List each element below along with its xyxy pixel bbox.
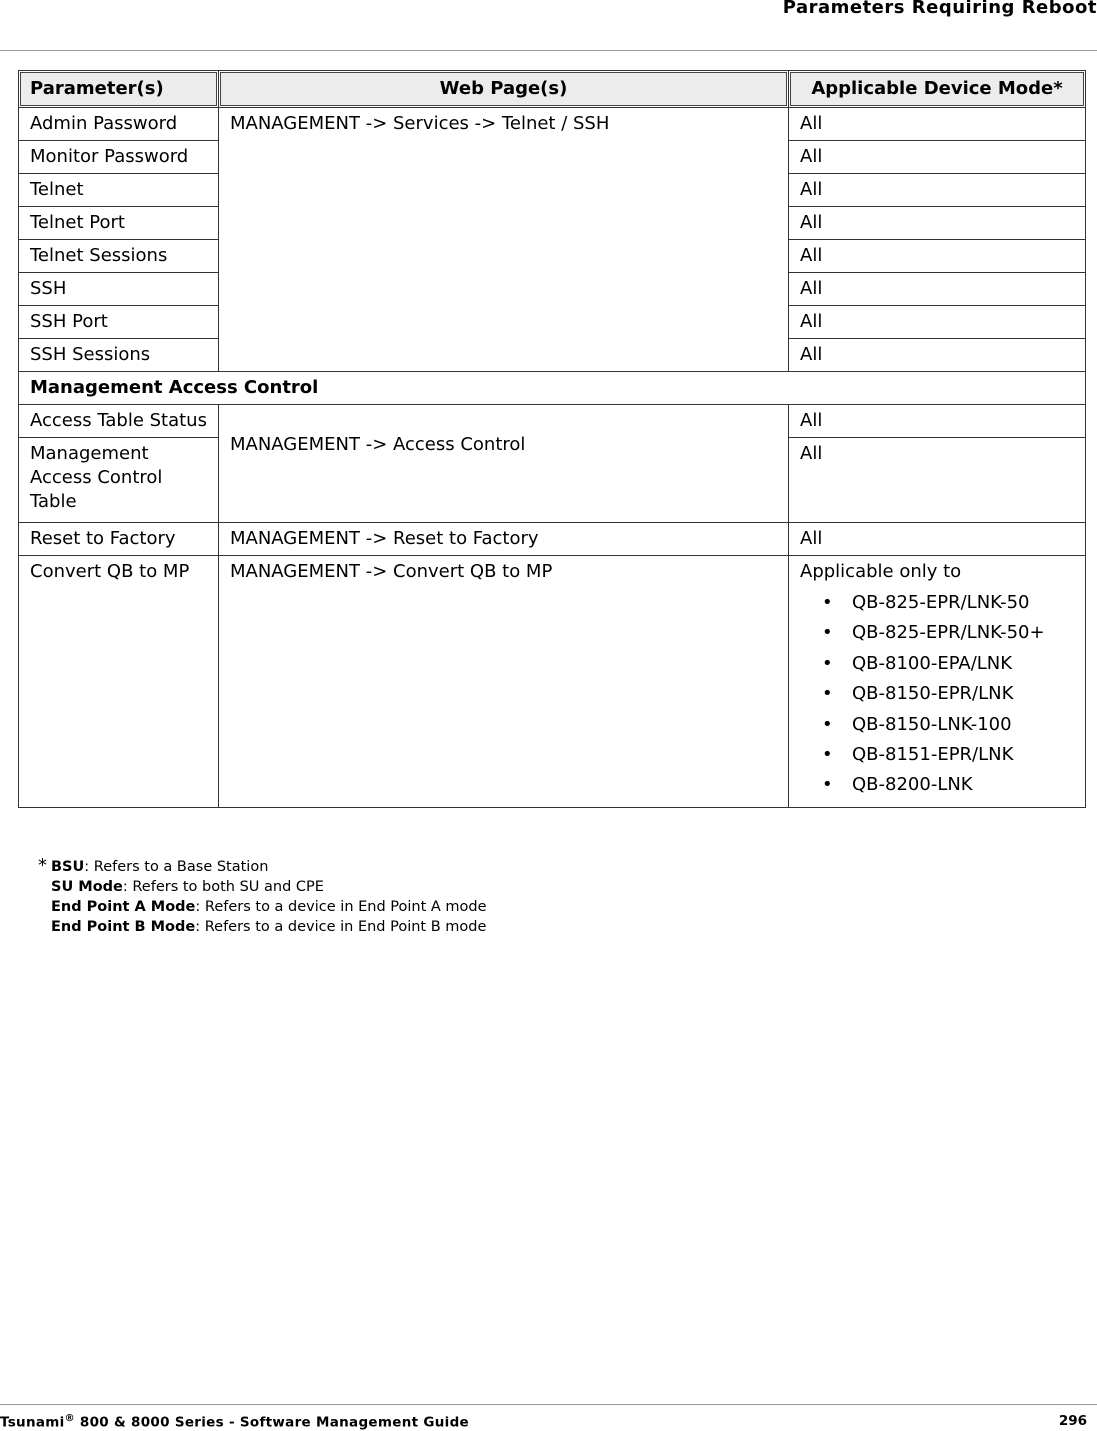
column-header-device-mode: Applicable Device Mode* xyxy=(789,71,1086,108)
footnote-line xyxy=(38,917,487,937)
parameter-cell: Convert QB to MP xyxy=(19,556,219,808)
footnote-text: : Refers to a Base Station xyxy=(84,859,269,875)
page-title: Parameters Requiring Reboot xyxy=(782,0,1097,18)
mode-cell: All xyxy=(789,108,1086,141)
model-list xyxy=(800,588,1074,801)
table-row xyxy=(19,108,1086,141)
list-item: • QB-8100-EPA/LNK xyxy=(822,649,1074,679)
footnote-text: : Refers to a device in End Point A mode xyxy=(195,899,487,915)
mode-cell: All xyxy=(789,438,1086,523)
footnote-text: : Refers to both SU and CPE xyxy=(122,879,324,895)
table-row xyxy=(19,523,1086,556)
table-row xyxy=(19,405,1086,438)
guide-name: 800 & 8000 Series - Software Management Guide xyxy=(74,1414,470,1431)
parameter-cell: SSH xyxy=(19,273,219,306)
parameter-cell: Monitor Password xyxy=(19,141,219,174)
parameter-cell: Admin Password xyxy=(19,108,219,141)
mode-cell: All xyxy=(789,306,1086,339)
footnote xyxy=(38,856,487,937)
footnote-star: * xyxy=(38,855,47,876)
section-title: Management Access Control xyxy=(19,372,1086,405)
footnote-term: BSU xyxy=(51,859,85,875)
web-page-cell: MANAGEMENT -> Services -> Telnet / SSH xyxy=(219,108,789,372)
mode-cell: All xyxy=(789,523,1086,556)
list-item: • QB-8150-EPR/LNK xyxy=(822,679,1074,709)
reboot-parameters-table xyxy=(18,70,1086,808)
mode-cell xyxy=(789,556,1086,808)
mode-cell: All xyxy=(789,141,1086,174)
list-item: • QB-8150-LNK-100 xyxy=(822,710,1074,740)
table-header-row xyxy=(19,71,1086,108)
mode-intro: Applicable only to xyxy=(800,561,962,582)
parameter-cell: Reset to Factory xyxy=(19,523,219,556)
mode-cell: All xyxy=(789,339,1086,372)
footnote-term: SU Mode xyxy=(51,879,123,895)
mode-cell: All xyxy=(789,207,1086,240)
web-page-cell: MANAGEMENT -> Access Control xyxy=(219,405,789,523)
web-page-cell: MANAGEMENT -> Reset to Factory xyxy=(219,523,789,556)
mode-cell: All xyxy=(789,240,1086,273)
parameter-cell: Telnet Port xyxy=(19,207,219,240)
footnote-term: End Point A Mode xyxy=(51,899,196,915)
column-header-web-pages: Web Page(s) xyxy=(219,71,789,108)
footnote-line xyxy=(38,897,487,917)
guide-title xyxy=(0,1413,469,1431)
brand-name: Tsunami xyxy=(0,1414,65,1431)
table-row xyxy=(19,556,1086,808)
page-header xyxy=(0,0,1097,51)
column-header-parameters: Parameter(s) xyxy=(19,71,219,108)
parameter-cell: Access Table Status xyxy=(19,405,219,438)
list-item: • QB-825-EPR/LNK-50 xyxy=(822,588,1074,618)
parameter-cell: Telnet xyxy=(19,174,219,207)
mode-cell: All xyxy=(789,174,1086,207)
parameter-cell: SSH Port xyxy=(19,306,219,339)
registered-mark: ® xyxy=(64,1413,75,1424)
list-item: • QB-8151-EPR/LNK xyxy=(822,740,1074,770)
web-page-cell: MANAGEMENT -> Convert QB to MP xyxy=(219,556,789,808)
mode-cell: All xyxy=(789,273,1086,306)
parameter-cell: Management Access Control Table xyxy=(19,438,219,523)
page-footer xyxy=(0,1404,1097,1430)
footnote-line xyxy=(38,856,487,877)
list-item: • QB-8200-LNK xyxy=(822,770,1074,800)
list-item: • QB-825-EPR/LNK-50+ xyxy=(822,618,1074,648)
footnote-line xyxy=(38,877,487,897)
parameter-cell: SSH Sessions xyxy=(19,339,219,372)
section-row xyxy=(19,372,1086,405)
parameter-cell: Telnet Sessions xyxy=(19,240,219,273)
footnote-term: End Point B Mode xyxy=(51,919,196,935)
page-number: 296 xyxy=(1058,1413,1087,1429)
mode-cell: All xyxy=(789,405,1086,438)
footnote-text: : Refers to a device in End Point B mode xyxy=(195,919,487,935)
